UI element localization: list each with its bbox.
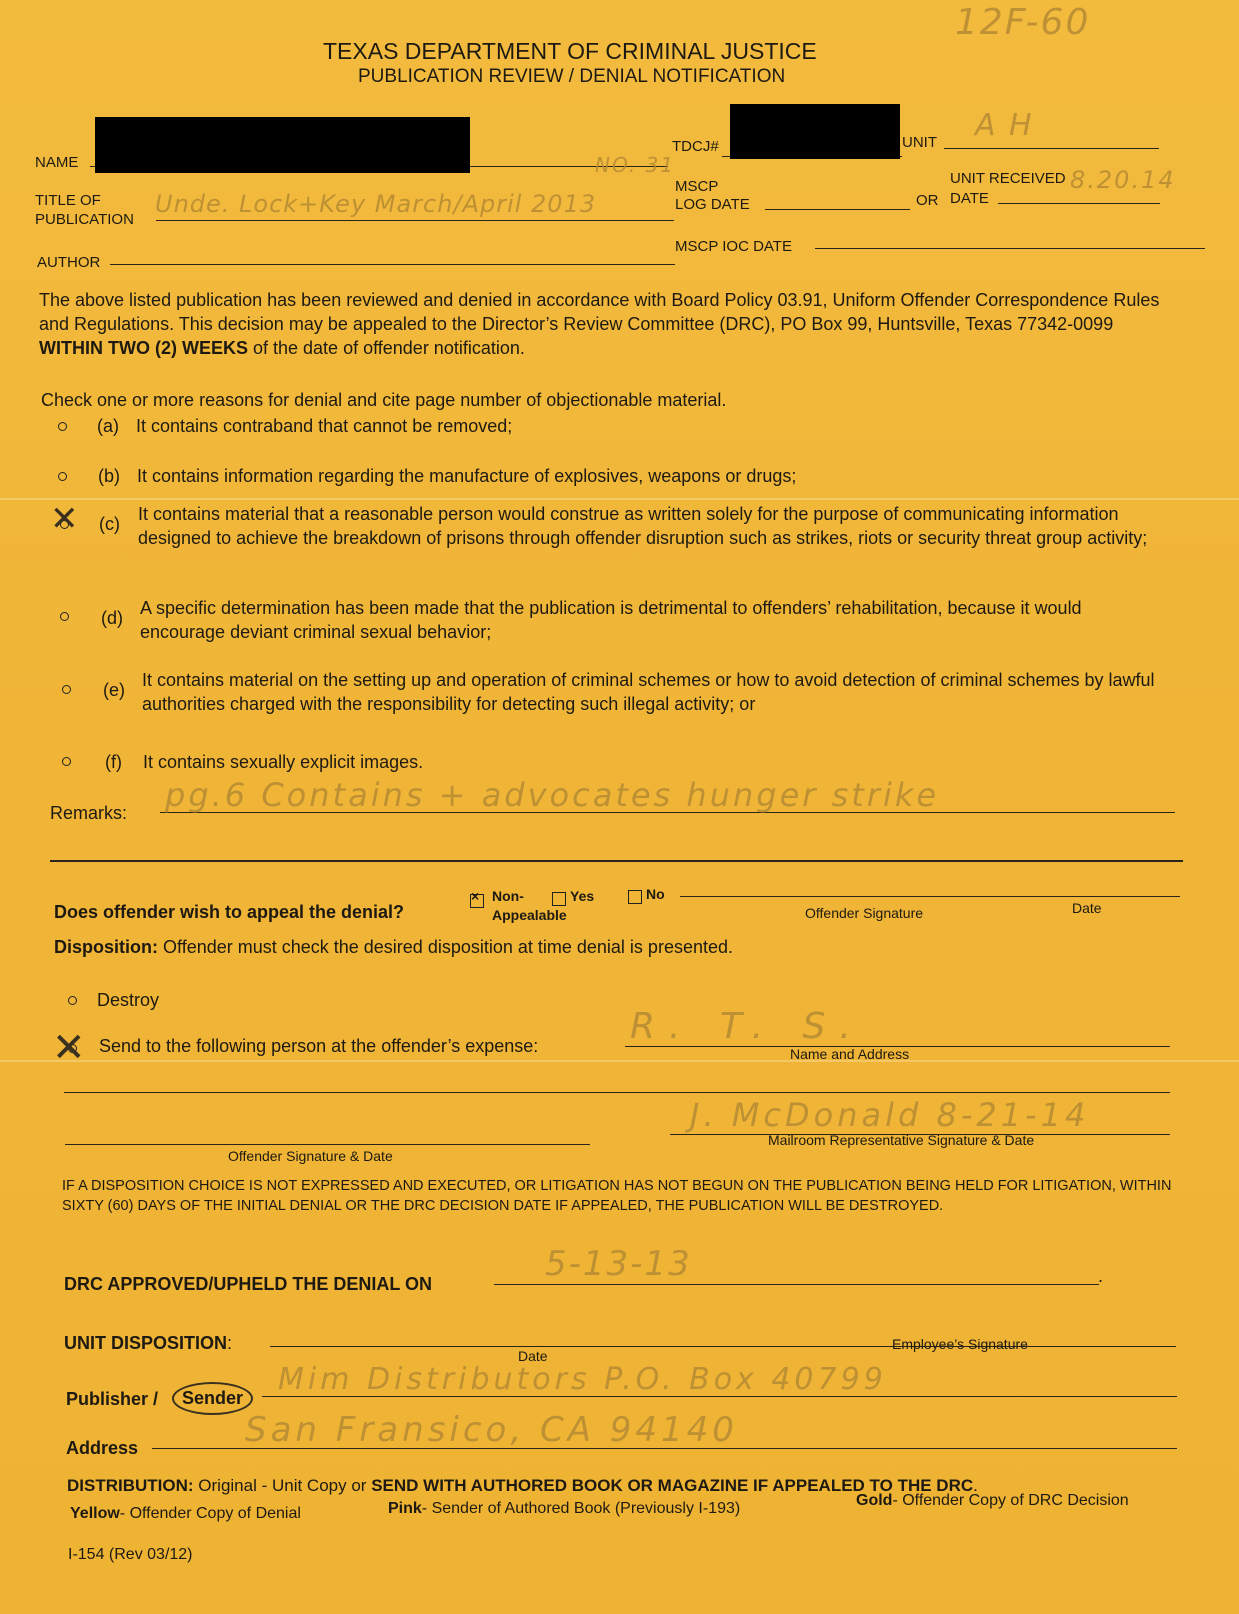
unit-received-date-value: 8.20.14 [1070, 166, 1176, 194]
log-date-line[interactable] [765, 209, 910, 210]
reason-d-radio[interactable] [60, 612, 69, 621]
disposition-text: Offender must check the desired disposition at time denial is presented. [163, 937, 733, 957]
reason-f-letter: (f) [105, 752, 122, 772]
agency-title: TEXAS DEPARTMENT OF CRIMINAL JUSTICE [323, 38, 817, 64]
drc-date-line[interactable] [494, 1284, 1099, 1285]
destroy-label: Destroy [97, 990, 160, 1010]
tdcj-redaction [730, 104, 900, 159]
appeal-date-caption: Date [1072, 900, 1102, 916]
publisher-value: Mim Distributors P.O. Box 40799 [278, 1362, 887, 1397]
unit-disposition-label: UNIT DISPOSITION [64, 1333, 228, 1353]
appeal-question: Does offender wish to appeal the denial? [54, 902, 405, 922]
remarks-label: Remarks: [50, 803, 128, 823]
address-line-2[interactable] [64, 1092, 1170, 1093]
offender-sig-date-line[interactable] [65, 1144, 590, 1145]
name-label: NAME [35, 154, 79, 171]
unit-disposition-line[interactable] [270, 1346, 1176, 1347]
reason-a-text: It contains contraband that cannot be removed; [136, 416, 513, 436]
distribution-label: DISTRIBUTION: [67, 1476, 194, 1495]
form-number: I-154 (Rev 03/12) [68, 1546, 193, 1563]
reason-f-radio[interactable] [62, 757, 71, 766]
drc-label: DRC APPROVED/UPHELD THE DENIAL ON [64, 1274, 433, 1294]
form-subtitle: PUBLICATION REVIEW / DENIAL NOTIFICATION [358, 66, 786, 87]
reason-a-radio[interactable] [58, 422, 67, 431]
publisher-label: Publisher / [66, 1389, 159, 1409]
reason-e-radio[interactable] [62, 685, 71, 694]
destruction-notice: IF A DISPOSITION CHOICE IS NOT EXPRESSED AND EXECUTED, OR LITIGATION HAS NOT BEGUN ON THE PUBLICATION BEING HELD FOR LITIGATION, WITHIN SIXTY (60) DAYS OF THE INITIAL DENIAL OR THE DRC DECISION DATE IF APPEALED, THE PUBLICATION WILL BE DESTROYED. [62, 1178, 1172, 1214]
unit-disposition-date-caption: Date [518, 1348, 548, 1364]
disposition-row [54, 937, 733, 958]
reason-d-letter: (d) [101, 608, 123, 628]
publication-title-value: Unde. Lock+Key March/April 2013 [155, 190, 597, 218]
remarks-value: pg.6 Contains + advocates hunger strike [165, 776, 940, 814]
title-label: TITLE OF [35, 192, 101, 209]
mailroom-sig-caption: Mailroom Representative Signature & Date [768, 1132, 1035, 1148]
reason-b-letter: (b) [98, 466, 120, 486]
mscp-ioc-date-line[interactable] [815, 248, 1205, 249]
author-label: AUTHOR [37, 254, 101, 271]
or-label: OR [916, 192, 939, 209]
unit-label: UNIT [902, 134, 937, 151]
offender-signature-caption: Offender Signature [805, 905, 924, 921]
disposition-label: Disposition: [54, 937, 158, 957]
address-label: Address [66, 1438, 139, 1458]
reason-b-radio[interactable] [58, 472, 67, 481]
reason-c-check-mark: ✕ [50, 499, 79, 539]
reason-c-text: It contains material that a reasonable person would construe as written solely for the purpose of communicating information designed to achieve the breakdown of prisons through offender disruption such as strikes, riots or security threat group activity; [138, 504, 1148, 548]
log-date-label: LOG DATE [675, 196, 750, 213]
intro-paragraph: The above listed publication has been reviewed and denied in accordance with Board Policy 03.91, Uniform Offender Correspondence Rules and Regulations. This decision may be appealed to the Director’s Review Committee (DRC), PO Box 99, Huntsville, Texas 77342-0099 WITHIN TWO (2) WEEKS of the date of offender notification. [39, 290, 1160, 358]
drc-period: . [1098, 1266, 1104, 1286]
offender-signature-line[interactable] [680, 896, 1180, 897]
reason-e-letter: (e) [103, 680, 125, 700]
appeal-no-checkbox[interactable] [628, 890, 642, 904]
tdcj-label: TDCJ# [672, 138, 719, 155]
address-value: San Fransico, CA 94140 [245, 1410, 738, 1450]
destroy-radio[interactable] [68, 996, 77, 1005]
appeal-yes-label: Yes [570, 888, 595, 904]
non-label: Non- [492, 888, 524, 904]
author-line[interactable] [110, 264, 675, 265]
name-redaction [95, 117, 470, 173]
reason-d-text: A specific determination has been made that the publication is detrimental to offenders’ rehabilitation, because it would encourage deviant criminal sexual behavior; [140, 598, 1082, 642]
mailroom-sig-value: J. McDonald 8-21-14 [690, 1096, 1090, 1134]
name-address-caption: Name and Address [790, 1046, 910, 1062]
handwritten-case-code: 12F-60 [955, 2, 1091, 43]
appeal-yes-checkbox[interactable] [552, 892, 566, 906]
employee-signature-caption: Employee’s Signature [892, 1336, 1028, 1352]
reason-f-text: It contains sexually explicit images. [143, 752, 424, 772]
publication-title-line[interactable] [156, 220, 674, 221]
distribution-yellow: Yellow- Offender Copy of Denial [70, 1505, 301, 1522]
reason-c-letter: (c) [99, 514, 120, 534]
fold-crease [0, 1060, 1239, 1062]
unit-received-label: UNIT RECEIVED [950, 170, 1066, 187]
send-label: Send to the following person at the offender’s expense: [99, 1036, 539, 1056]
issue-number: NO. 31 [595, 153, 676, 177]
distribution-bold-text: SEND WITH AUTHORED BOOK OR MAGAZINE IF APPEALED TO THE DRC [371, 1476, 974, 1495]
unit-received-date-label: DATE [950, 190, 989, 207]
reasons-heading: Check one or more reasons for denial and cite page number of objectionable material. [41, 390, 727, 410]
reason-e-text: It contains material on the setting up and operation of criminal schemes or how to avoid detection of criminal schemes by lawful authorities charged with the responsibility for detecting such illegal activity; or [142, 670, 1155, 714]
publication-label: PUBLICATION [35, 211, 134, 228]
send-check-mark: ✕ [52, 1025, 86, 1071]
drc-date-value: 5-13-13 [545, 1244, 692, 1284]
appealable-label: Appealable [492, 907, 567, 923]
offender-sig-date-caption: Offender Signature & Date [228, 1148, 393, 1164]
fold-crease [0, 498, 1239, 500]
unit-received-date-line[interactable] [998, 203, 1160, 204]
remarks-line-2[interactable] [50, 860, 1183, 862]
distribution-pink: Pink- Sender of Authored Book (Previously I-193) [388, 1500, 741, 1517]
non-appealable-check-mark: × [471, 888, 480, 904]
mscp-label: MSCP [675, 178, 719, 195]
unit-value: A H [975, 108, 1034, 143]
distribution-row: DISTRIBUTION: Original - Unit Copy or SEND WITH AUTHORED BOOK OR MAGAZINE IF APPEALED TO THE DRC. [67, 1476, 978, 1495]
appeal-no-label: No [646, 886, 665, 902]
mscp-ioc-label: MSCP IOC DATE [675, 238, 792, 255]
reason-b-text: It contains information regarding the manufacture of explosives, weapons or drugs; [137, 466, 797, 486]
distribution-original: Original - Unit Copy or [198, 1476, 367, 1495]
sender-circled: Sender [172, 1382, 253, 1415]
send-name-value: R. T. S. [630, 1006, 865, 1047]
unit-disposition-row: UNIT DISPOSITION: [64, 1333, 233, 1353]
reason-a-letter: (a) [97, 416, 119, 436]
unit-line[interactable] [944, 148, 1159, 149]
distribution-gold: Gold- Offender Copy of DRC Decision [856, 1492, 1129, 1509]
